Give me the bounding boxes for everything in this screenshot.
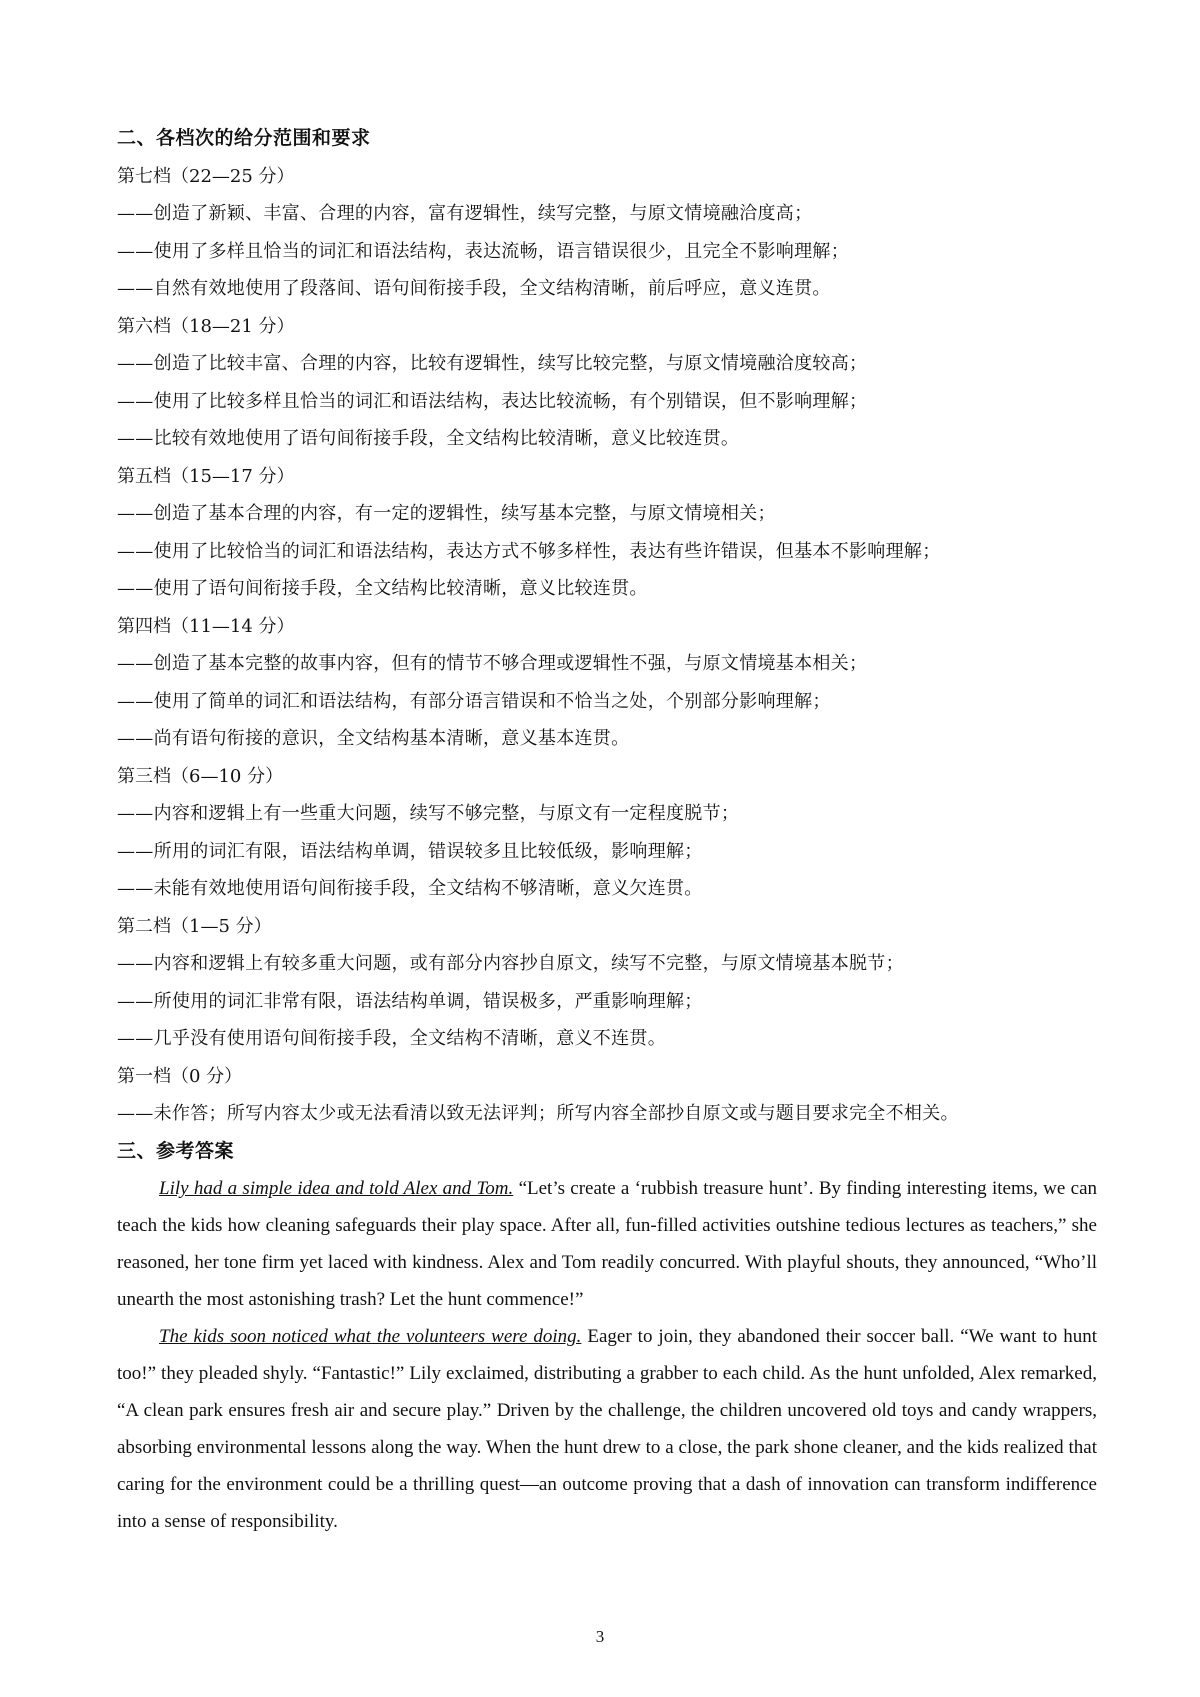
page-number: 3 bbox=[595, 1627, 605, 1646]
criterion-item: ——使用了多样且恰当的词汇和语法结构，表达流畅，语言错误很少，且完全不影响理解； bbox=[117, 240, 849, 262]
criterion-item: ——比较有效地使用了语句间衔接手段，全文结构比较清晰，意义比较连贯。 bbox=[117, 428, 740, 449]
criterion-item: ——自然有效地使用了段落间、语句间衔接手段，全文结构清晰，前后呼应，意义连贯。 bbox=[117, 278, 831, 299]
paragraph-opening-sentence: Lily had a simple idea and told Alex and Tom. bbox=[159, 1178, 514, 1199]
criterion-item: ——使用了简单的词汇和语法结构，有部分语言错误和不恰当之处，个别部分影响理解； bbox=[117, 690, 831, 712]
level-title: 第二档（1—5 分） bbox=[117, 915, 272, 937]
paragraph-opening-sentence: The kids soon noticed what the volunteers were doing. bbox=[159, 1326, 582, 1347]
criterion-item: ——所用的词汇有限，语法结构单调，错误较多且比较低级，影响理解； bbox=[117, 840, 703, 862]
paragraph-body: “Let’s create a ‘rubbish treasure hunt’. By finding interesting items, we can teach the kids how cleaning safeguards their play space. After all, fun-filled activities outshine tedious lectures as teachers,” she reasoned, her tone firm yet laced with kindness. Alex and Tom readily concurred. With playful shouts, they announced, “Who’ll unearth the most astonishing trash? Let the hunt commence!” bbox=[117, 1178, 1097, 1310]
criterion-item: ——使用了语句间衔接手段，全文结构比较清晰，意义比较连贯。 bbox=[117, 578, 648, 599]
criterion-item: ——使用了比较恰当的词汇和语法结构，表达方式不够多样性，表达有些许错误，但基本不影响理解； bbox=[117, 540, 941, 562]
level-title: 第七档（22—25 分） bbox=[117, 165, 295, 187]
criterion-item: ——未作答；所写内容太少或无法看清以致无法评判；所写内容全部抄自原文或与题目要求完全不相关。 bbox=[117, 1103, 959, 1124]
level-title: 第三档（6—10 分） bbox=[117, 765, 284, 787]
level-title: 第五档（15—17 分） bbox=[117, 465, 295, 487]
criterion-item: ——创造了基本合理的内容，有一定的逻辑性，续写基本完整，与原文情境相关； bbox=[117, 503, 776, 524]
criterion-item: ——创造了基本完整的故事内容，但有的情节不够合理或逻辑性不强，与原文情境基本相关； bbox=[117, 653, 868, 674]
paragraph-body: Eager to join, they abandoned their soccer ball. “We want to hunt too!” they pleaded shyly. “Fantastic!” Lily exclaimed, distributing a grabber to each child. As the hunt unfolded, Alex remarked, “A clean park ensures fresh air and secure play.” Driven by the challenge, the children uncovered old toys and candy wrappers, absorbing environmental lessons along the way. When the hunt drew to a close, the park shone cleaner, and the kids realized that caring for the environment could be a thrilling quest—an outcome proving that a dash of innovation can transform indifference into a sense of responsibility. bbox=[117, 1326, 1097, 1532]
section-title-reference-answer: 三、参考答案 bbox=[117, 1139, 235, 1162]
criterion-item: ——未能有效地使用语句间衔接手段，全文结构不够清晰，意义欠连贯。 bbox=[117, 878, 703, 899]
answer-paragraph bbox=[117, 1170, 1097, 1318]
criterion-item: ——创造了比较丰富、合理的内容，比较有逻辑性，续写比较完整，与原文情境融洽度较高； bbox=[117, 353, 868, 374]
level-title: 第一档（0 分） bbox=[117, 1065, 243, 1087]
criterion-item: ——几乎没有使用语句间衔接手段，全文结构不清晰，意义不连贯。 bbox=[117, 1028, 666, 1049]
criterion-item: ——所使用的词汇非常有限，语法结构单调，错误极多，严重影响理解； bbox=[117, 990, 703, 1012]
level-title: 第六档（18—21 分） bbox=[117, 315, 295, 337]
level-block-4 bbox=[117, 608, 1097, 758]
level-block-1 bbox=[117, 1058, 1097, 1133]
level-block-2 bbox=[117, 908, 1097, 1058]
level-block-7 bbox=[117, 158, 1097, 308]
criterion-item: ——尚有语句衔接的意识，全文结构基本清晰，意义基本连贯。 bbox=[117, 728, 630, 749]
document-page bbox=[117, 120, 1097, 1540]
level-block-3 bbox=[117, 758, 1097, 908]
criterion-item: ——创造了新颖、丰富、合理的内容，富有逻辑性，续写完整，与原文情境融洽度高； bbox=[117, 203, 813, 224]
level-block-6 bbox=[117, 308, 1097, 458]
answer-paragraph bbox=[117, 1318, 1097, 1540]
section-title-scoring-levels: 二、各档次的给分范围和要求 bbox=[117, 127, 371, 149]
level-title: 第四档（11—14 分） bbox=[117, 615, 295, 637]
criterion-item: ——内容和逻辑上有一些重大问题，续写不够完整，与原文有一定程度脱节； bbox=[117, 803, 740, 824]
criterion-item: ——使用了比较多样且恰当的词汇和语法结构，表达比较流畅，有个别错误，但不影响理解； bbox=[117, 390, 868, 412]
criterion-item: ——内容和逻辑上有较多重大问题，或有部分内容抄自原文，续写不完整，与原文情境基本脱节； bbox=[117, 953, 904, 974]
level-block-5 bbox=[117, 458, 1097, 608]
